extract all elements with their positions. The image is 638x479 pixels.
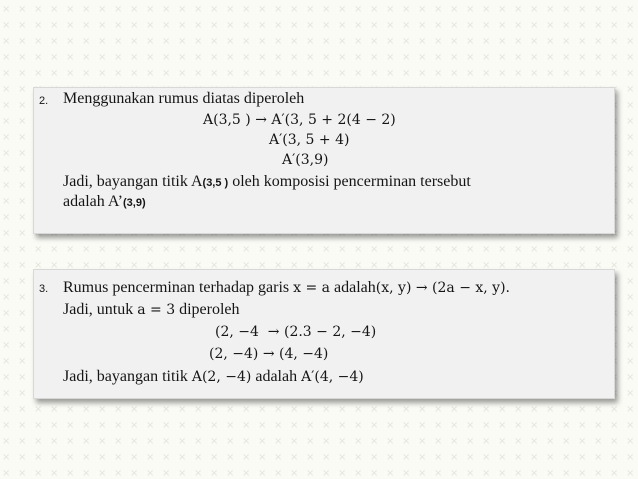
equation-line-1: A(3,5 ) → A′(3, 5 + 2(4 − 2): [203, 112, 396, 128]
conclusion-line: Jadi, bayangan titik A(2, −4) adalah A′(4, −4): [63, 368, 364, 385]
substitution-line: Jadi, untuk a = 3 diperoleh: [63, 301, 240, 318]
intro-text: Menggunakan rumus diatas diperoleh: [63, 90, 305, 107]
conclusion-line-2: adalah A’(3,9): [63, 193, 146, 210]
equation-line-2: (2, −4) → (4, −4): [209, 346, 329, 362]
item-number: 2.: [39, 95, 49, 107]
conclusion-line-1: Jadi, bayangan titik A(3,5 ) oleh komposisi pencerminan tersebut: [63, 173, 471, 190]
item-number: 3.: [39, 283, 49, 295]
solution-card-2: [33, 87, 615, 234]
equation-line-2: A′(3, 5 + 4): [269, 132, 350, 148]
solution-card-3: [33, 269, 615, 399]
equation-line-3: A′(3,9): [282, 152, 329, 168]
formula-line: Rumus pencerminan terhadap garis x = a adalah(x, y) → (2a − x, y).: [63, 279, 511, 296]
equation-line-1: (2, −4 → (2.3 − 2, −4): [215, 324, 377, 340]
